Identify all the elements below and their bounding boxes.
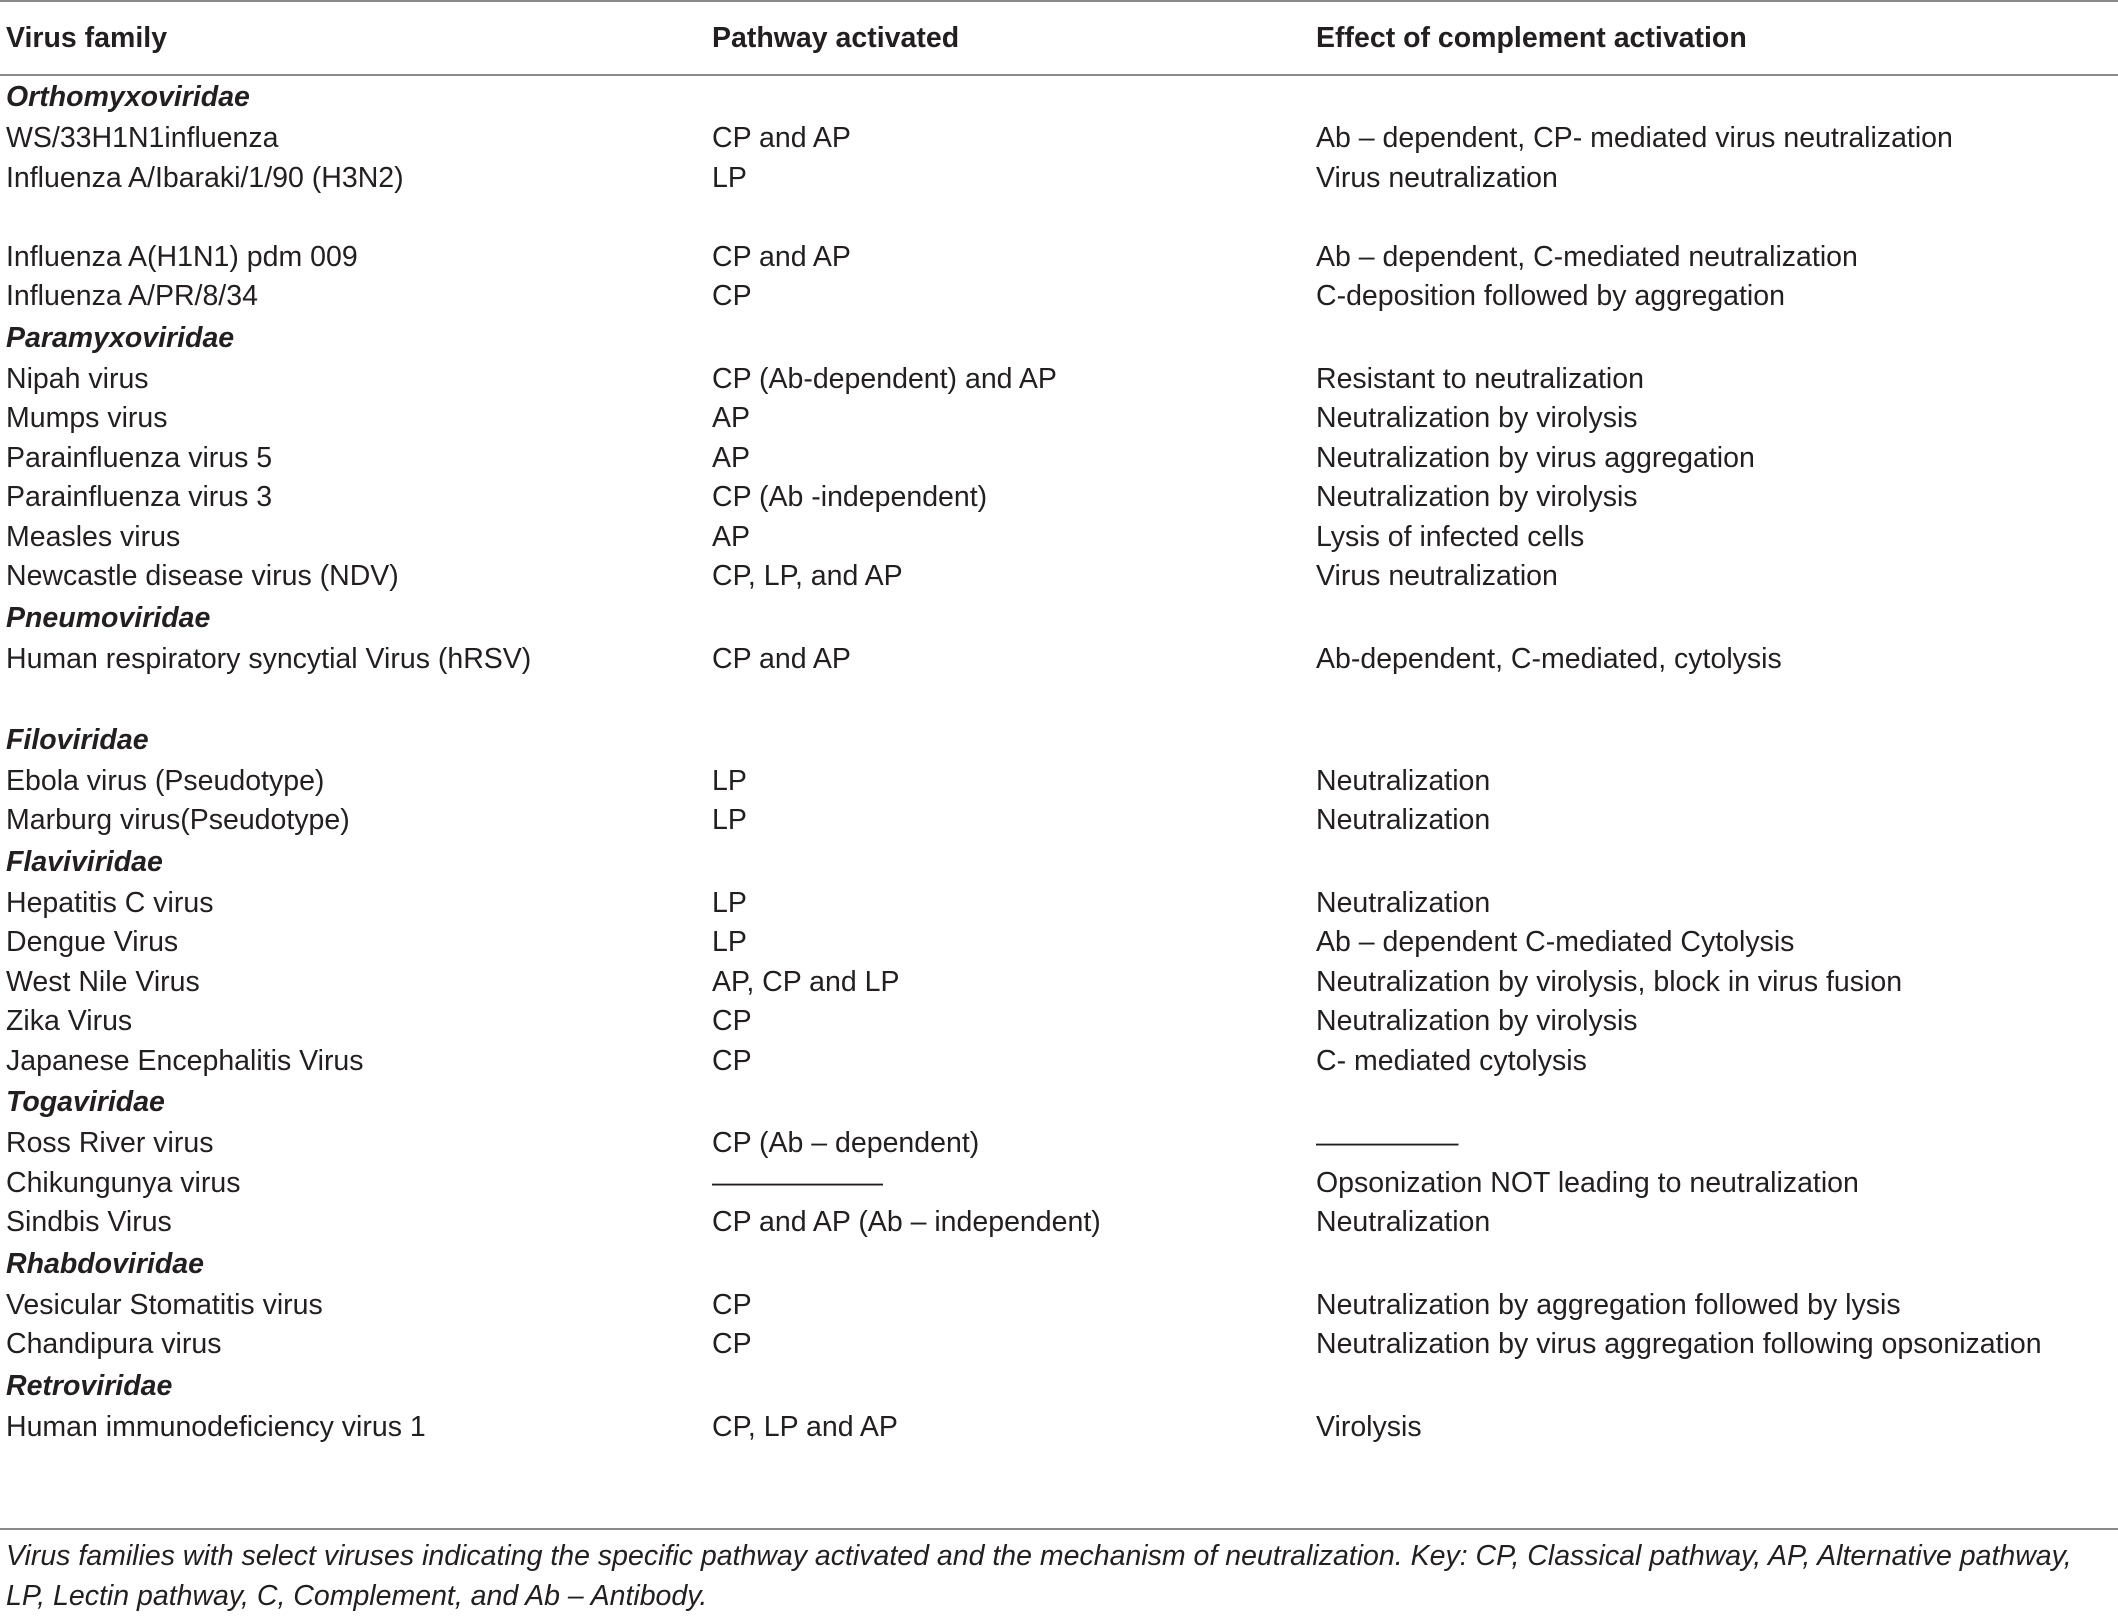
virus-name-cell: Influenza A/PR/8/34 — [6, 280, 258, 312]
family-name: Filoviridae — [6, 723, 149, 756]
virus-name-cell: Ross River virus — [6, 1127, 214, 1159]
table-row — [0, 557, 2118, 597]
effect-cell: Virus neutralization — [1316, 560, 1558, 592]
virus-name-cell: Parainfluenza virus 3 — [6, 481, 273, 513]
pathway-cell: CP, LP, and AP — [712, 560, 903, 592]
pathway-cell: AP — [712, 402, 751, 434]
effect-cell: Neutralization by virolysis — [1316, 1005, 1638, 1037]
table-row — [0, 399, 2118, 439]
pathway-cell: CP, LP and AP — [712, 1410, 898, 1443]
table-row — [0, 1124, 2118, 1164]
table-row — [0, 238, 2118, 278]
pathway-cell: CP — [712, 1044, 752, 1077]
effect-cell: C- mediated cytolysis — [1316, 1044, 1587, 1077]
pathway-cell: LP — [712, 886, 747, 919]
pathway-cell: CP (Ab-dependent) and AP — [712, 362, 1057, 395]
pathway-cell: LP — [712, 804, 747, 836]
header-virus-family: Virus family — [6, 21, 168, 54]
family-group-row — [0, 1081, 2118, 1124]
effect-cell: Lysis of infected cells — [1316, 520, 1585, 553]
pathway-cell: AP, CP and LP — [712, 965, 900, 998]
virus-name-cell: Measles virus — [6, 520, 181, 553]
effect-cell: ————— — [1316, 1127, 1459, 1159]
pathway-cell: CP and AP (Ab – independent) — [712, 1206, 1101, 1238]
table-row — [0, 963, 2118, 1003]
pathway-cell: LP — [712, 926, 747, 958]
pathway-cell: CP (Ab – dependent) — [712, 1127, 980, 1159]
virus-name-cell: Nipah virus — [6, 362, 149, 395]
table-row — [0, 518, 2118, 558]
effect-cell: Neutralization by virus aggregation following opsonization — [1316, 1328, 2042, 1360]
virus-name-cell: Hepatitis C virus — [6, 886, 214, 919]
effect-cell: Neutralization by virolysis, block in virus fusion — [1316, 965, 1903, 998]
family-name: Paramyxoviridae — [6, 321, 235, 354]
virus-name-cell: Mumps virus — [6, 402, 168, 434]
family-name: Flaviviridae — [6, 845, 163, 878]
pathway-cell: LP — [712, 764, 747, 797]
family-name: Orthomyxoviridae — [6, 81, 250, 113]
pathway-cell: CP and AP — [712, 642, 851, 675]
family-name: Pneumoviridae — [6, 601, 211, 634]
table-row — [0, 801, 2118, 841]
virus-name-cell: WS/33H1N1influenza — [6, 122, 279, 154]
family-name: Retroviridae — [6, 1369, 173, 1402]
virus-name-cell: Zika Virus — [6, 1005, 133, 1037]
family-group-row — [0, 75, 2118, 119]
table-row — [0, 159, 2118, 238]
pathway-cell: CP — [712, 280, 752, 312]
header-effect-of-complement: Effect of complement activation — [1316, 21, 1747, 54]
table-header — [0, 1, 2118, 75]
table-row — [0, 640, 2118, 719]
effect-cell: Ab – dependent, C-mediated neutralization — [1316, 240, 1858, 273]
pathway-cell: CP — [712, 1288, 752, 1321]
table-body — [0, 75, 2118, 1455]
family-name: Togaviridae — [6, 1086, 165, 1118]
virus-name-cell: Parainfluenza virus 5 — [6, 441, 273, 474]
effect-cell: Ab-dependent, C-mediated, cytolysis — [1316, 642, 1782, 675]
pathway-cell: —————— — [712, 1166, 883, 1199]
virus-name-cell: Chandipura virus — [6, 1328, 222, 1360]
pathway-cell: CP and AP — [712, 122, 851, 154]
effect-cell: Neutralization by aggregation followed by lysis — [1316, 1288, 1901, 1321]
pathway-cell: LP — [712, 161, 747, 194]
table-row — [0, 360, 2118, 400]
table-row — [0, 439, 2118, 479]
effect-cell: Neutralization by virolysis — [1316, 481, 1638, 513]
table-row — [0, 884, 2118, 924]
virus-name-cell: Dengue Virus — [6, 926, 179, 958]
virus-name-cell: Marburg virus(Pseudotype) — [6, 804, 350, 836]
table-footnote: Virus families with select viruses indicating the specific pathway activated and the mechanism of neutralization. Key: CP, Classical pathway, AP, Alternative pathway, LP, Lectin pathway, C, Complement, and Ab – Antibody. — [0, 1528, 2118, 1616]
pathway-cell: CP and AP — [712, 240, 851, 273]
family-name: Rhabdoviridae — [6, 1247, 204, 1280]
pathway-cell: AP — [712, 441, 751, 474]
virus-name-cell: Vesicular Stomatitis virus — [6, 1288, 323, 1321]
header-row — [0, 1, 2118, 75]
family-group-row — [0, 1365, 2118, 1408]
pathway-cell: CP — [712, 1005, 752, 1037]
table-row — [0, 1002, 2118, 1042]
table-row — [0, 478, 2118, 518]
virus-name-cell: Sindbis Virus — [6, 1206, 172, 1238]
pathway-cell: AP — [712, 520, 751, 553]
table-row — [0, 1042, 2118, 1082]
table-row — [0, 762, 2118, 802]
effect-cell: Ab – dependent C-mediated Cytolysis — [1316, 926, 1795, 958]
pathway-cell: CP (Ab -independent) — [712, 481, 988, 513]
effect-cell: C-deposition followed by aggregation — [1316, 280, 1785, 312]
virus-name-cell: Chikungunya virus — [6, 1166, 241, 1199]
effect-cell: Virus neutralization — [1316, 161, 1558, 194]
family-group-row — [0, 317, 2118, 360]
family-group-row — [0, 841, 2118, 884]
effect-cell: Ab – dependent, CP- mediated virus neutralization — [1316, 122, 1953, 154]
virus-name-cell: Influenza A/Ibaraki/1/90 (H3N2) — [6, 161, 404, 194]
pathway-cell: CP — [712, 1328, 752, 1360]
effect-cell: Neutralization by virolysis — [1316, 402, 1638, 434]
family-group-row — [0, 1243, 2118, 1286]
table-row — [0, 1325, 2118, 1365]
table-row — [0, 277, 2118, 317]
effect-cell: Neutralization — [1316, 804, 1491, 836]
table-row — [0, 1408, 2118, 1456]
table-row — [0, 119, 2118, 159]
table-row — [0, 1203, 2118, 1243]
effect-cell: Neutralization — [1316, 1206, 1491, 1238]
effect-cell: Virolysis — [1316, 1410, 1422, 1443]
table-row — [0, 1164, 2118, 1204]
header-pathway-activated: Pathway activated — [712, 21, 960, 54]
virus-name-cell: Influenza A(H1N1) pdm 009 — [6, 240, 358, 273]
virus-name-cell: Japanese Encephalitis Virus — [6, 1044, 364, 1077]
table-row — [0, 923, 2118, 963]
virus-name-cell: Human respiratory syncytial Virus (hRSV) — [6, 642, 532, 675]
table-row — [0, 1286, 2118, 1326]
virus-name-cell: Human immunodeficiency virus 1 — [6, 1410, 426, 1443]
family-group-row — [0, 719, 2118, 762]
effect-cell: Neutralization by virus aggregation — [1316, 441, 1755, 474]
effect-cell: Opsonization NOT leading to neutralization — [1316, 1166, 1859, 1199]
virus-name-cell: West Nile Virus — [6, 965, 200, 998]
effect-cell: Resistant to neutralization — [1316, 362, 1644, 395]
effect-cell: Neutralization — [1316, 886, 1491, 919]
effect-cell: Neutralization — [1316, 764, 1491, 797]
virus-name-cell: Ebola virus (Pseudotype) — [6, 764, 325, 797]
family-group-row — [0, 597, 2118, 640]
virus-name-cell: Newcastle disease virus (NDV) — [6, 560, 399, 592]
